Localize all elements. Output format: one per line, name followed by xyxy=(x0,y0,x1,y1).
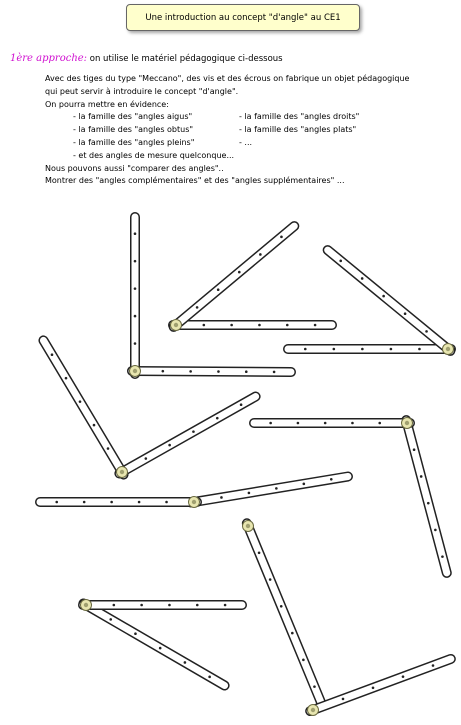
rod-hole xyxy=(65,377,68,380)
rod xyxy=(173,324,332,327)
rod-hole xyxy=(382,295,385,298)
angle-model xyxy=(43,340,255,477)
rod-hole xyxy=(145,457,148,460)
rod-hole xyxy=(304,348,307,351)
angle-model xyxy=(243,521,322,703)
rod-hole xyxy=(168,444,171,447)
rod-body xyxy=(132,371,291,372)
rod-hole xyxy=(134,342,137,345)
rod xyxy=(132,370,291,373)
rod-hole xyxy=(192,430,195,433)
rod-hole xyxy=(134,232,137,235)
rod-hole xyxy=(361,348,364,351)
rod-hole xyxy=(216,417,219,420)
rod-hole xyxy=(378,422,381,425)
angle-model xyxy=(171,226,333,330)
rod-hole xyxy=(51,353,54,356)
rod-hole xyxy=(134,315,137,318)
rod-hole xyxy=(245,370,248,373)
rod-hole xyxy=(55,501,58,504)
rod xyxy=(191,477,348,503)
bullet-item: - la famille des "angles plats" xyxy=(239,125,357,135)
rod xyxy=(310,659,451,711)
rod xyxy=(83,603,224,685)
rod-hole xyxy=(162,370,165,373)
pivot-screw-head xyxy=(84,603,88,607)
rod-hole xyxy=(432,664,435,667)
rod-hole xyxy=(351,422,354,425)
rod-hole xyxy=(302,659,305,662)
rod-hole xyxy=(333,348,336,351)
rod-hole xyxy=(224,604,227,607)
rod-hole xyxy=(361,277,364,280)
rod-hole xyxy=(230,324,233,327)
rod-hole xyxy=(280,605,283,608)
rod-hole xyxy=(109,618,112,621)
rod-hole xyxy=(390,348,393,351)
rod-hole xyxy=(372,686,375,689)
rod-hole xyxy=(217,288,220,291)
rod-hole xyxy=(441,555,444,558)
pivot-screw-head xyxy=(311,708,315,712)
rod-hole xyxy=(208,676,211,679)
rod-body xyxy=(43,340,123,474)
bullet-item: - la famille des "angles droits" xyxy=(239,112,360,122)
angle-model xyxy=(288,250,454,354)
rod-hole xyxy=(303,483,306,486)
rod-hole xyxy=(83,501,86,504)
rod xyxy=(406,420,447,573)
rod-hole xyxy=(138,501,141,504)
pivot-screw-head xyxy=(405,421,409,425)
rod xyxy=(174,226,295,327)
pivot-screw-head xyxy=(120,470,124,474)
rod-hole xyxy=(275,487,278,490)
rod-hole xyxy=(140,604,143,607)
bullet-item: - la famille des "angles aigus" xyxy=(73,112,193,122)
rod-hole xyxy=(324,422,327,425)
angle-model xyxy=(81,600,243,686)
bullet-item: - ... xyxy=(239,137,253,147)
rod-hole xyxy=(134,632,137,635)
rod-hole xyxy=(434,529,437,532)
pivot-screw-head xyxy=(133,369,137,373)
rod-hole xyxy=(196,604,199,607)
rod-hole xyxy=(134,260,137,263)
rod-hole xyxy=(314,324,317,327)
bullet-item: - la famille des "angles pleins" xyxy=(73,137,195,147)
paragraph-line-3: On pourra mettre en évidence: xyxy=(45,99,169,109)
rod-hole xyxy=(313,685,316,688)
rod-hole xyxy=(165,501,168,504)
rod-hole xyxy=(404,312,407,315)
rod-hole xyxy=(269,578,272,581)
rod-hole xyxy=(93,424,96,427)
rod xyxy=(83,604,242,607)
bullet-item: - la famille des "angles obtus" xyxy=(73,125,194,135)
rod-hole xyxy=(297,422,300,425)
rod-hole xyxy=(113,604,116,607)
pivot-screw-head xyxy=(192,500,196,504)
rod-body xyxy=(83,603,224,685)
rod-body xyxy=(406,420,447,573)
rod-hole xyxy=(184,661,187,664)
rod xyxy=(134,217,137,374)
rod-hole xyxy=(110,501,113,504)
paragraph-line-2: qui peut servir à introduire le concept "d'angle". xyxy=(45,86,239,96)
rod-body xyxy=(247,523,321,703)
intro-label: 1ère approche: xyxy=(10,53,88,64)
rod-hole xyxy=(79,400,82,403)
rod xyxy=(328,250,451,351)
rod-hole xyxy=(269,422,272,425)
pivot-screw-head xyxy=(446,347,450,351)
rod-body xyxy=(174,226,295,327)
rod-hole xyxy=(134,287,137,290)
rod xyxy=(247,523,321,703)
closing-line-2: Montrer des "angles complémentaires" et des "angles supplémentaires" ... xyxy=(45,176,345,186)
page-title: Une introduction au concept "d'angle" au CE1 xyxy=(145,12,341,23)
paragraph-line-1: Avec des tiges du type "Meccano", des vis et des écrous on fabrique un objet pédagogique xyxy=(45,74,410,83)
rod-hole xyxy=(418,348,421,351)
rod-hole xyxy=(240,403,243,406)
rod xyxy=(43,340,123,474)
rod-hole xyxy=(286,324,289,327)
rod-hole xyxy=(248,492,251,495)
rod-hole xyxy=(203,324,206,327)
closing-line-1: Nous pouvons aussi "comparer des angles".. xyxy=(45,163,224,173)
rod-hole xyxy=(425,330,428,333)
rod-hole xyxy=(402,675,405,678)
rod-hole xyxy=(420,475,423,478)
angle-model xyxy=(308,659,451,716)
rod-hole xyxy=(259,253,262,256)
rod-hole xyxy=(196,306,199,309)
rod xyxy=(40,501,197,504)
angle-model xyxy=(254,418,447,573)
rod xyxy=(254,422,410,425)
intro-text: on utilise le matériel pédagogique ci-dessous xyxy=(87,54,283,64)
pivot-screw-head xyxy=(174,323,178,327)
rod-hole xyxy=(189,370,192,373)
rod-hole xyxy=(107,447,110,450)
rod-hole xyxy=(339,260,342,263)
angle-model xyxy=(40,477,348,508)
rod-hole xyxy=(413,448,416,451)
rod-hole xyxy=(258,324,261,327)
rod-hole xyxy=(220,496,223,499)
rod-hole xyxy=(238,271,241,274)
rod-body xyxy=(328,250,451,351)
rod-body xyxy=(191,477,348,503)
rod-hole xyxy=(291,632,294,635)
rod xyxy=(288,348,451,351)
rod-hole xyxy=(273,371,276,374)
rod-hole xyxy=(427,502,430,505)
rod-body xyxy=(310,659,451,711)
rod-hole xyxy=(217,370,220,373)
rod-hole xyxy=(168,604,171,607)
rod-hole xyxy=(258,551,261,554)
rod-body xyxy=(119,397,255,474)
extra-bullet: - et des angles de mesure quelconque... xyxy=(73,150,235,160)
rod-hole xyxy=(330,478,333,481)
rod-hole xyxy=(280,236,283,239)
pivot-screw-head xyxy=(246,524,250,528)
rod-hole xyxy=(159,647,162,650)
rod xyxy=(119,397,255,474)
rod-hole xyxy=(342,698,345,701)
